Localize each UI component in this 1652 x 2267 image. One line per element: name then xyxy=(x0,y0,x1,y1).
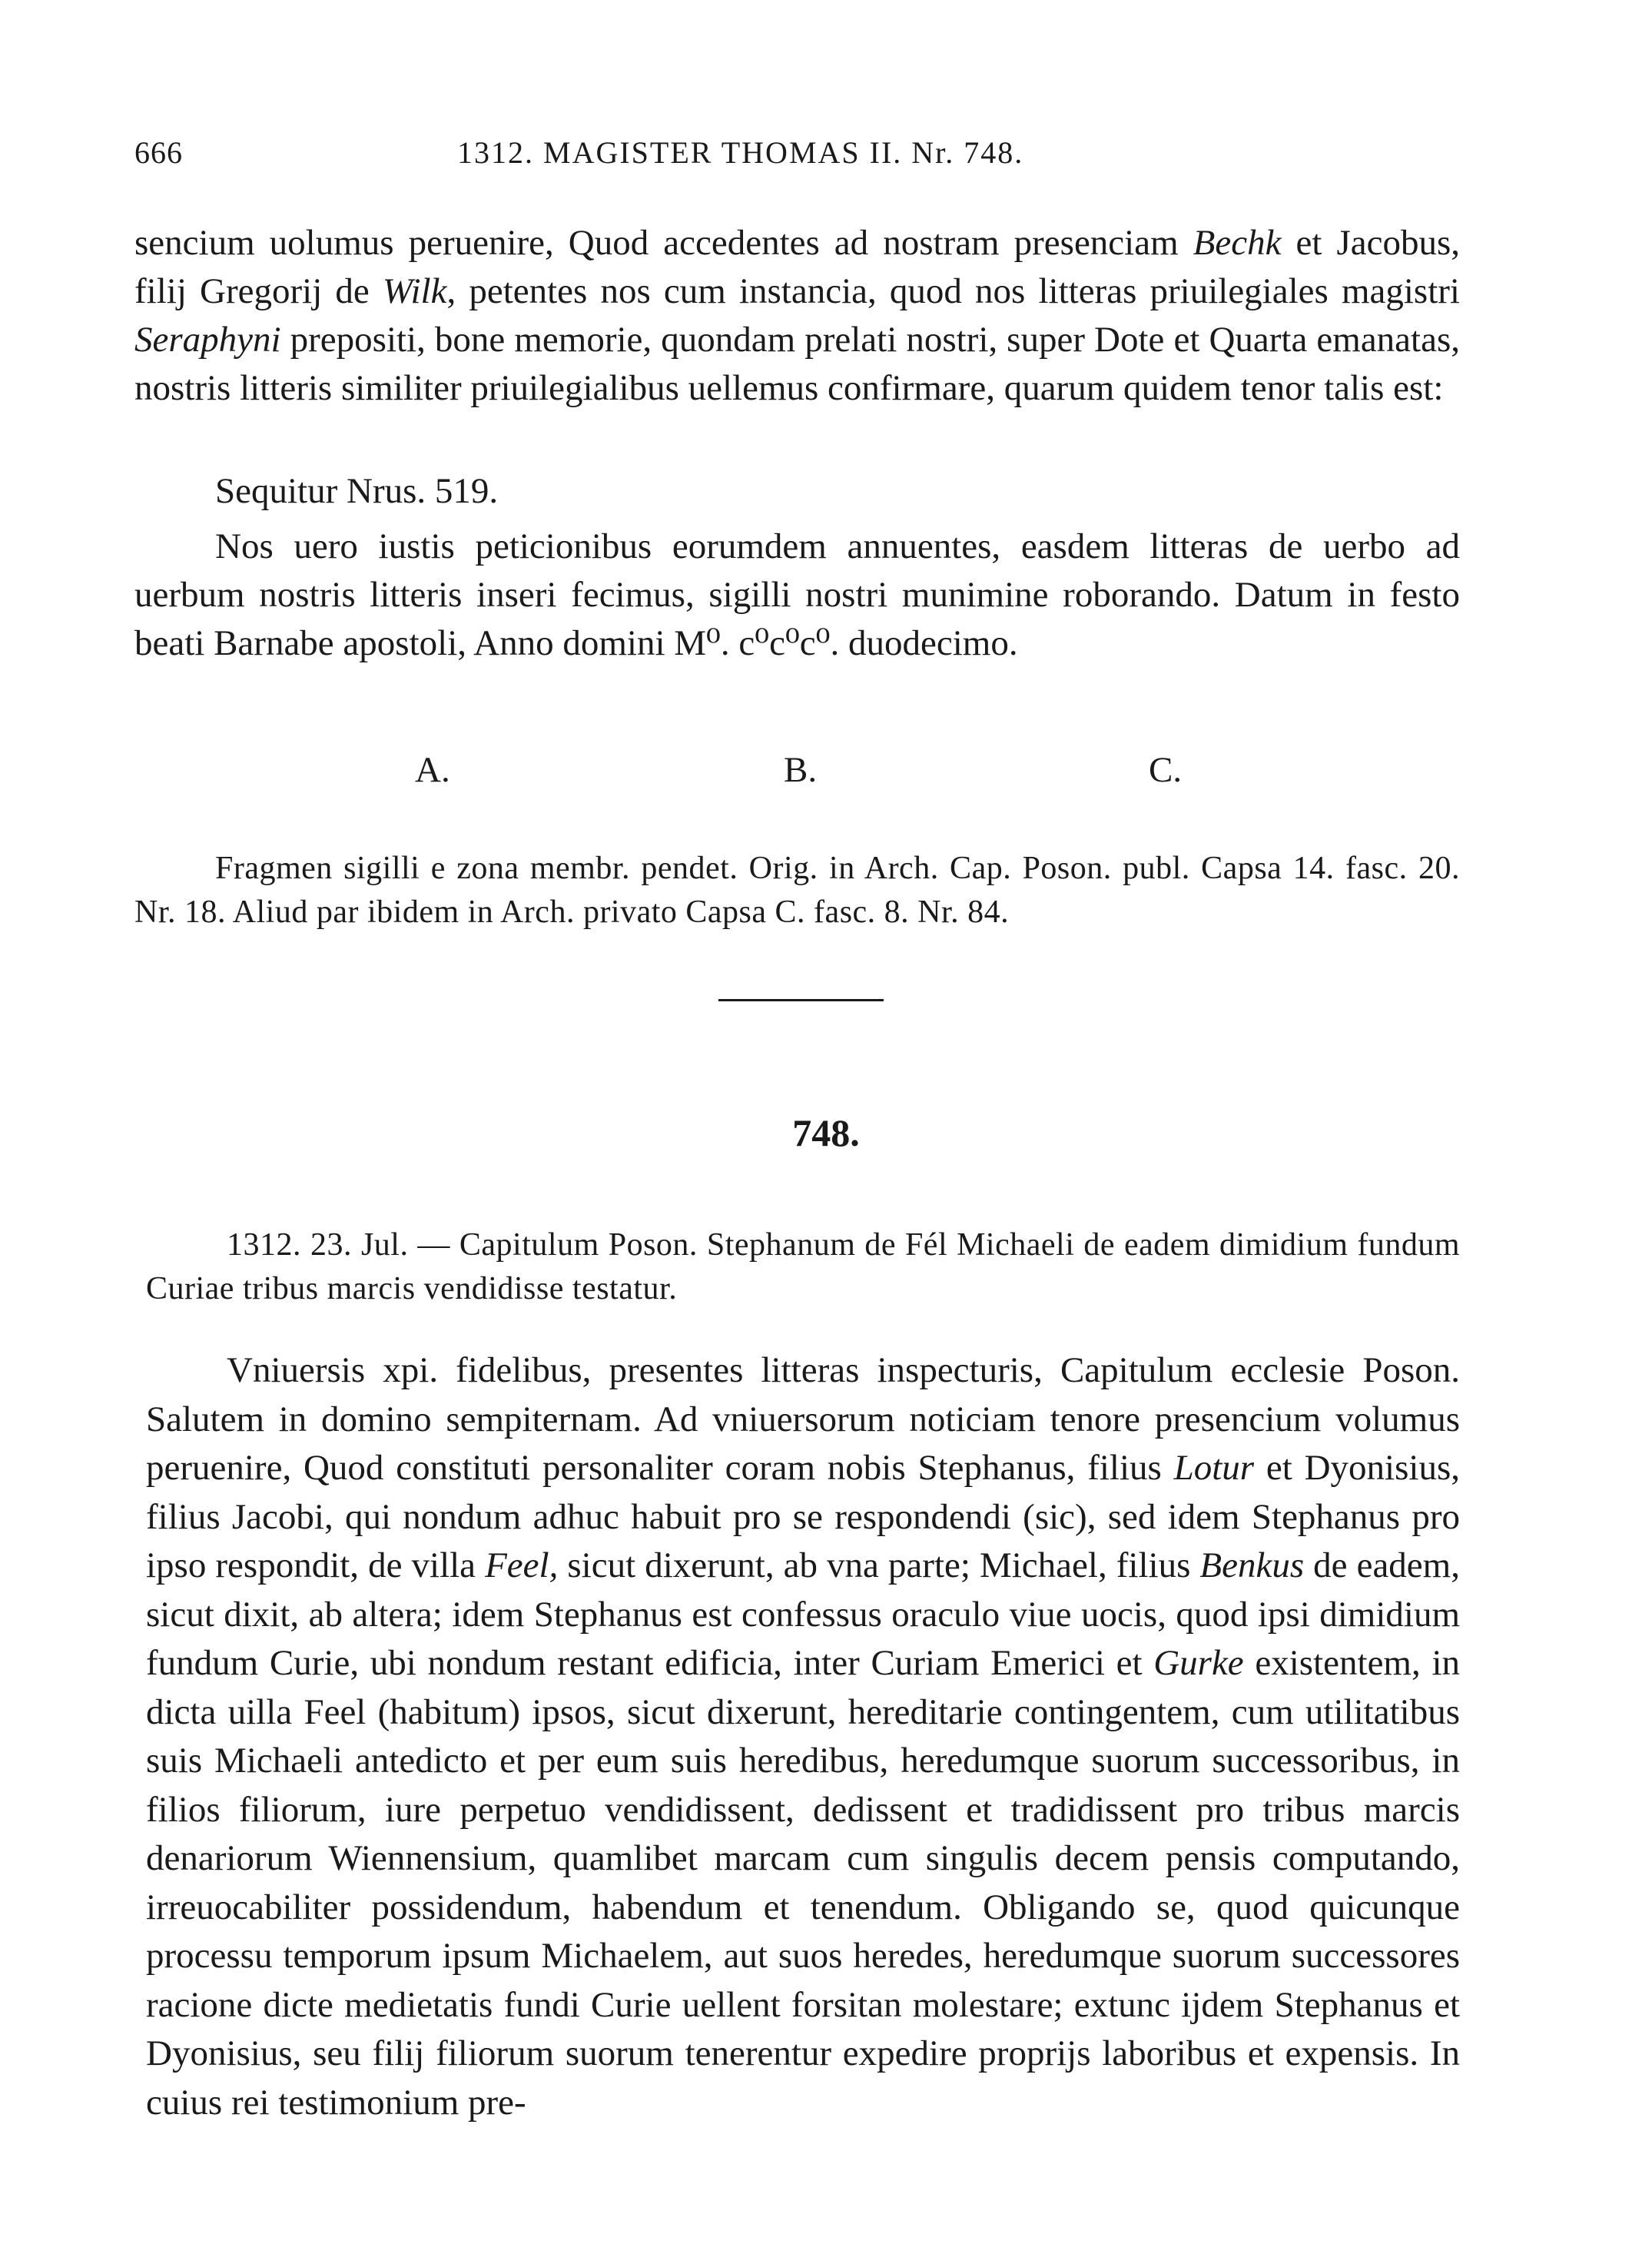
page-number: 666 xyxy=(134,135,183,170)
previous-charter-dating xyxy=(134,523,1460,668)
personal-name: Seraphyni xyxy=(134,320,281,360)
regest-text: 1312. 23. Jul. — Capitulum Poson. Stephanum de Fél Michaeli de eadem dimidium fundum Curiae tribus marcis vendidisse testatur. xyxy=(146,1227,1460,1306)
document-number: 748. xyxy=(792,1111,860,1154)
place-name: Feel, xyxy=(485,1545,559,1585)
running-head xyxy=(134,134,1479,181)
seal-label-b: B. xyxy=(784,750,818,790)
archival-note xyxy=(134,815,1460,967)
paragraph-dating-clause: Nos uero iustis peticionibus eorumdem annuentes, easdem litteras de uerbo ad uerbum nostris litteris inseri fecimus, sigilli nostri munimine roborando. Datum in festo beati Barnabe apostoli, Anno domini M⁰. c⁰c⁰c⁰. duodecimo. xyxy=(134,526,1460,663)
personal-name: Bechk xyxy=(1193,223,1282,263)
seal-label-c: C. xyxy=(1149,750,1183,790)
personal-name: Benkus xyxy=(1199,1545,1305,1585)
archival-note-text: Fragmen sigilli e zona membr. pendet. Orig. in Arch. Cap. Poson. publ. Capsa 14. fasc. 20. Nr. 18. Aliud par ibidem in Arch. privato Capsa C. fasc. 8. Nr. 84. xyxy=(134,851,1460,930)
sequitur-reference: Sequitur Nrus. 519. xyxy=(215,471,499,511)
personal-name: Lotur xyxy=(1173,1448,1255,1488)
personal-name: Gurke xyxy=(1153,1643,1244,1683)
paragraph-confirmation-request: sencium uolumus peruenire, Quod accedentes ad nostram presenciam Bechk et Jacobus, filij Gregorij de Wilk, petentes nos cum instancia, quod nos litteras priuilegiales magistri Seraphyni prepositi, bone memorie, quondam prelati nostri, super Dote et Quarta emanatas, nostris litteris similiter priuilegialibus uellemus confirmare, quarum quidem tenor talis est: xyxy=(134,223,1460,408)
charter-paragraph: Vniuersis xpi. fidelibus, presentes litteras inspecturis, Capitulum ecclesie Poson. Salutem in domino sempiternam. Ad vniuersorum noticiam tenore presencium volumus peruenire, Quod constituti personaliter coram nobis Stephanus, filius Lotur et Dyonisius, filius Jacobi, qui nondum adhuc habuit pro se respondendi (sic), sed idem Stephanus pro ipso respondit, de villa Feel, sicut dixerunt, ab vna parte; Michael, filius Benkus de eadem, sicut dixit, ab altera; idem Stephanus est confessus oraculo viue uocis, quod ipsi dimidium fundum Curie, ubi nondum restant edificia, inter Curiam Emerici et Gurke existentem, in dicta uilla Feel (habitum) ipsos, sicut dixerunt, hereditarie contingentem, cum utilitatibus suis Michaeli antedicto et per eum suis heredibus, heredumque suorum successoribus, in filios filiorum, iure perpetuo vendidissent, dedissent et tradidissent pro tribus marcis denariorum Wiennensium, quamlibet marcam cum singulis decem pensis computando, irreuocabiliter possidendum, habendum et tenendum. Obligando se, quod quicunque processu temporum ipsum Michaelem, aut suos heredes, heredumque suorum successores racione dicte medietatis fundi Curie uellent forsitan molestare; extunc ijdem Stephanus et Dyonisius, seu filij filiorum suorum tenerentur expedire proprijs laboribus et expensis. In cuius rei testimonium pre- xyxy=(146,1350,1460,2123)
place-name: Wilk xyxy=(382,271,447,311)
seal-label-a: A. xyxy=(415,750,450,790)
section-divider xyxy=(718,999,884,1001)
charter-text xyxy=(146,1310,1460,2163)
running-title: 1312. MAGISTER THOMAS II. Nr. 748. xyxy=(457,135,1024,170)
previous-charter-conclusion xyxy=(134,219,1460,413)
